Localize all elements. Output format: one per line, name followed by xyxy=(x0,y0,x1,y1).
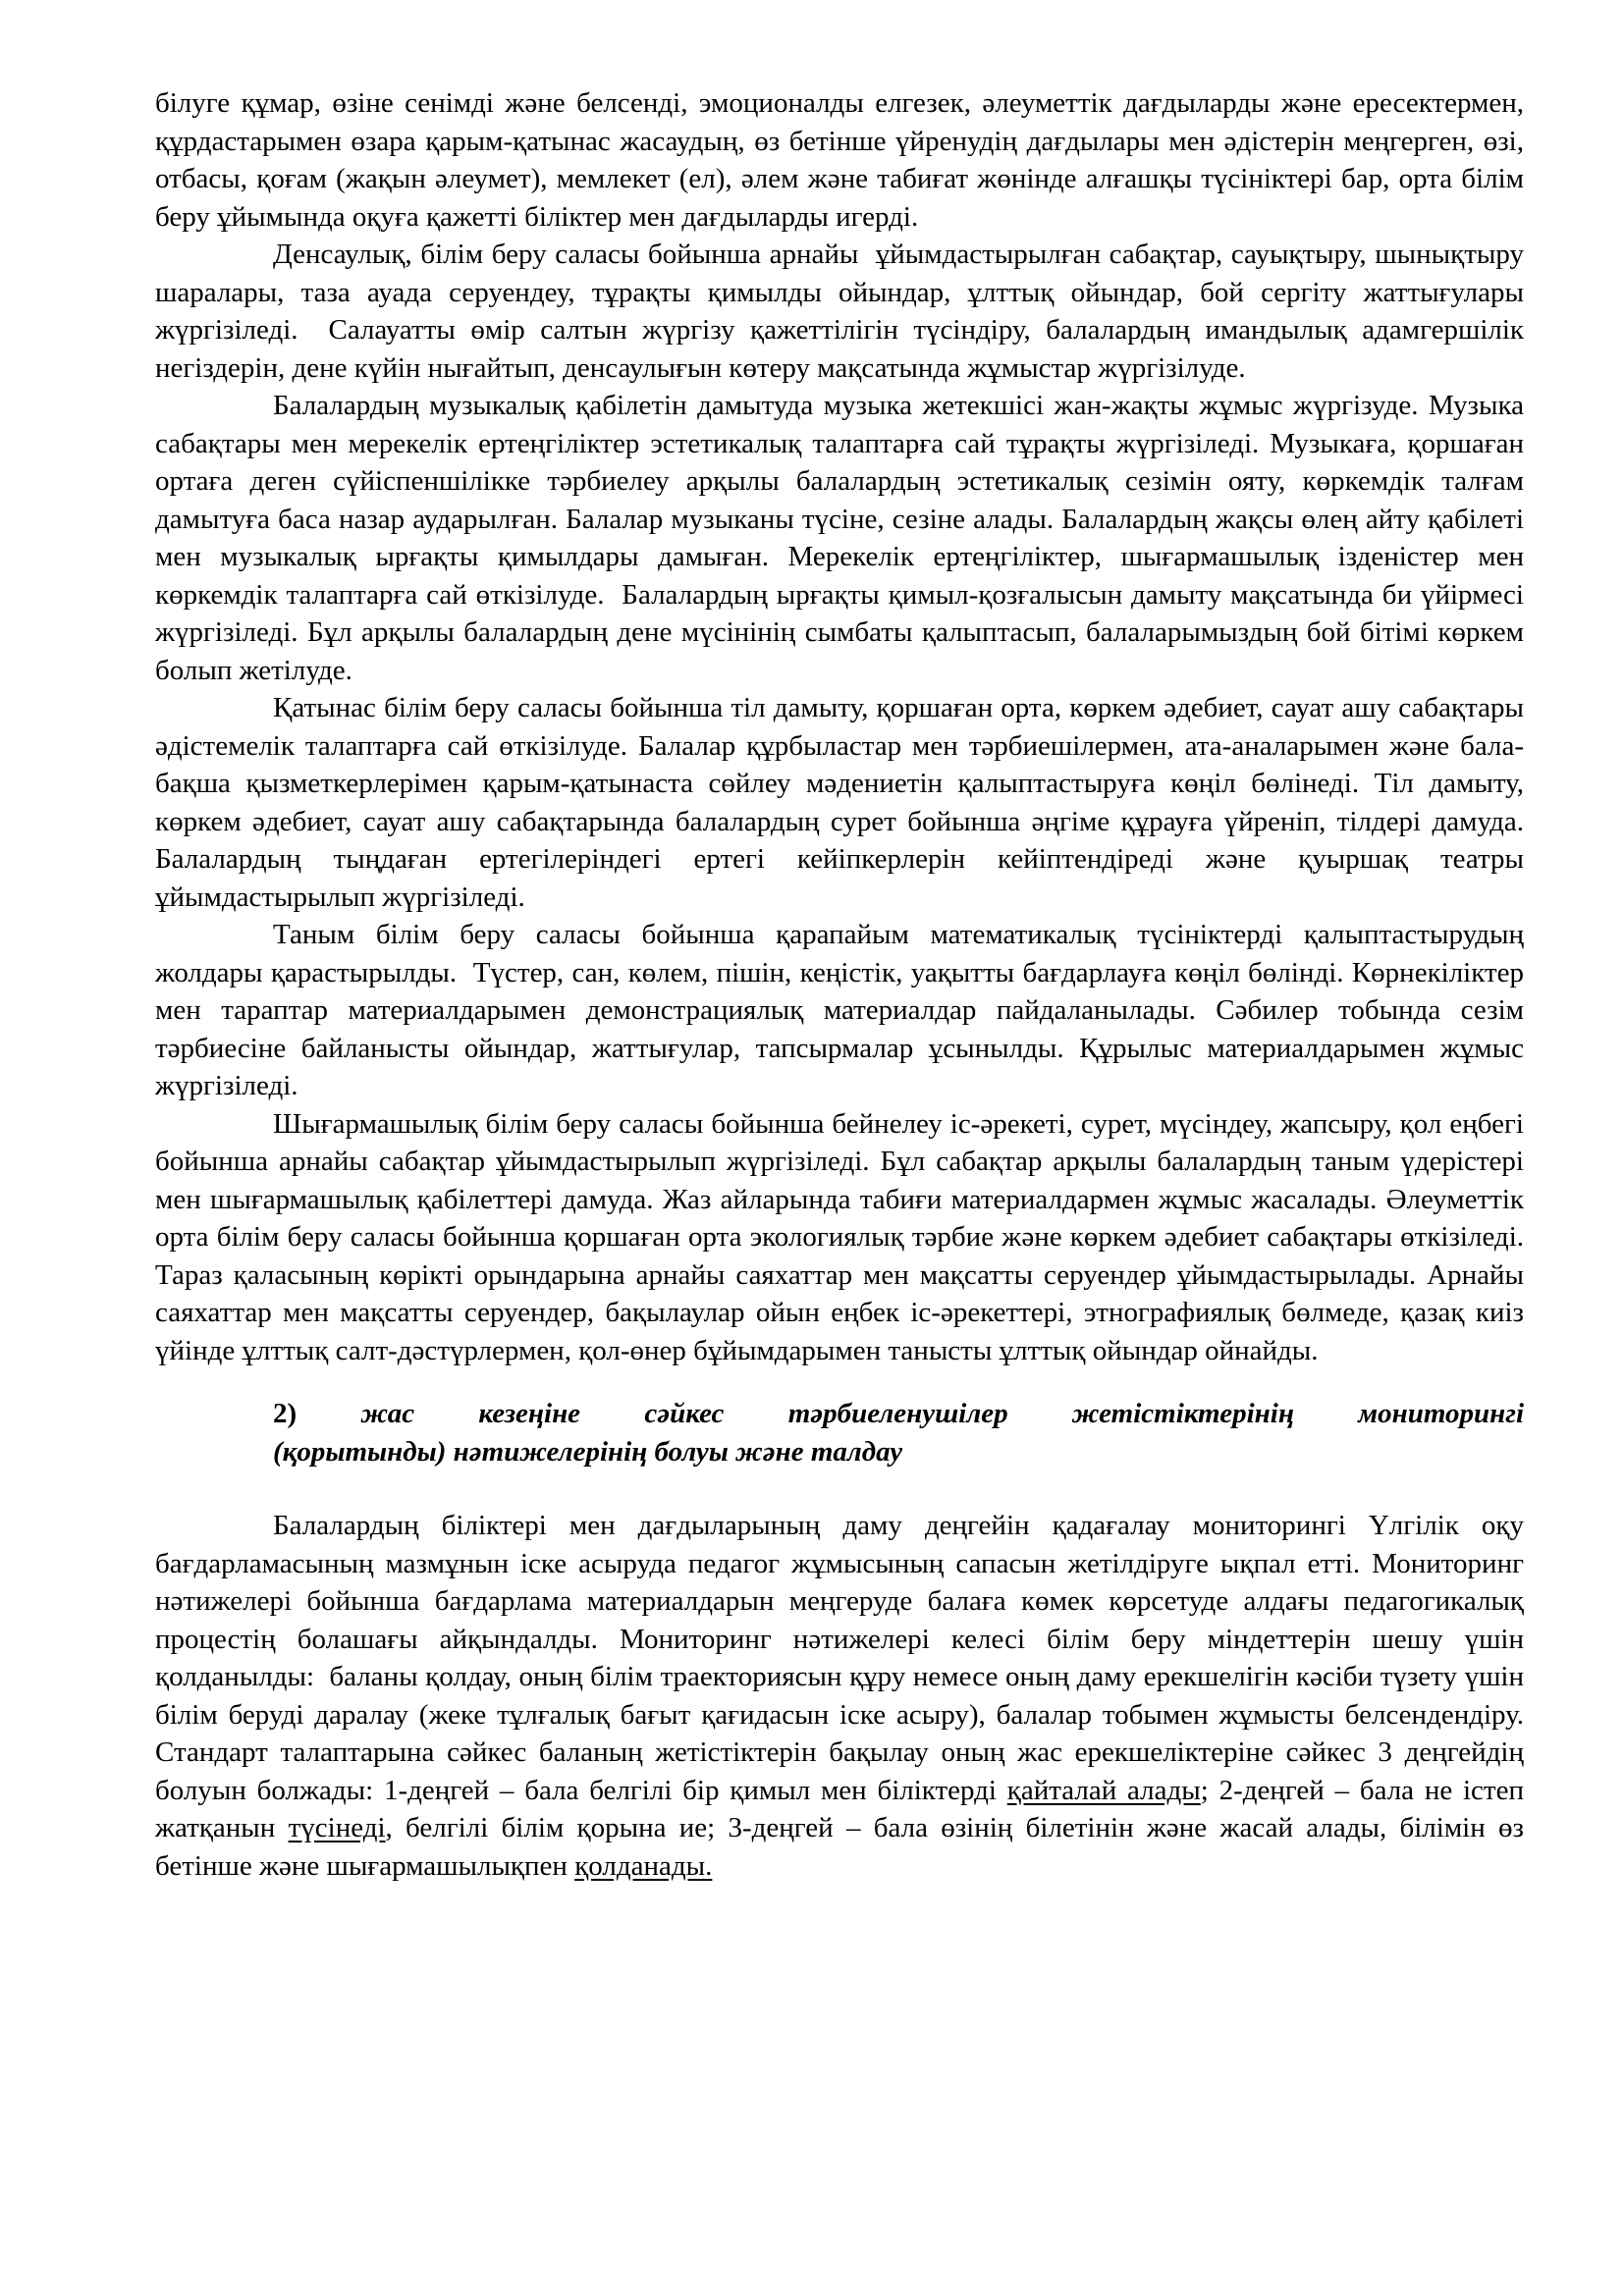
body-paragraph xyxy=(155,1105,1532,1370)
underlined-text: қайталай алады xyxy=(1006,1774,1201,1806)
body-paragraph xyxy=(155,84,1532,236)
text-line xyxy=(155,390,1531,686)
text-run: Таным білім беру саласы бойынша қарапайым математикалық түсініктерді қалыптастырудың жолдары қарастырылды. Түстер, сан, көлем, пішін, кеңістік, уақытты бағдарлауға көңіл бөлінді. Көрнекіліктер мен тараптар материалдарымен демонстрациялық материалдар пайдаланылады. Сәбилер тобында сезім тәрбиесіне байланысты ойындар, жаттығулар, тапсырмалар ұсынылды. Құрылыс материалдарымен жұмыс жүргізіледі. xyxy=(155,919,1532,1101)
text-run: Балалардың музыкалық қабілетін дамытуда музыка жетекшісі жан-жақты жұмыс жүргізуде. Музыка сабақтары мен мерекелік ертеңгіліктер эстетикалық талаптарға сай тұрақты жүргізіледі. Музыкаға, қоршаған ортаға деген сүйіспеншілікке тәрбиелеу арқылы балалардың эстетикалық сезімін ояту, көркемдік талғам дамытуға баса назар аударылған. Балалар музыканы түсіне, сезіне алады. Балалардың жақсы өлең айту қабілеті мен музыкалық ырғақты қимылдары дамыған. Мерекелік ертеңгіліктер, шығармашылық ізденістер мен көркемдік талаптарға сай өткізілуде. Балалардың ырғақты қимыл-қозғалысын дамыту мақсатында би үйірмесі жүргізіледі. Бұл арқылы балалардың дене мүсінінің сымбаты қалыптасып, балаларымыздың бой бітімі көркем болып жетілуде. xyxy=(155,390,1532,686)
section-heading xyxy=(155,1395,1524,1470)
text-run: , белгілі білім қорына ие; 3-деңгей – бала өзінің білетінін және жасай алады, білімін өз бетінше және шығармашылықпен xyxy=(155,1812,1532,1882)
text-line xyxy=(155,1510,1531,1882)
body-paragraph xyxy=(155,689,1532,916)
text-run: Шығармашылық білім беру саласы бойынша бейнелеу іс-әрекеті, сурет, мүсіндеу, жапсыру, қол еңбегі бойынша арнайы сабақтар ұйымдастырылып жүргізіледі. Бұл сабақтар арқылы балалардың таным үдерістері мен шығармашылық қабілеттері дамуда. Жаз айларында табиғи материалдармен жұмыс жасалады. Әлеуметтік орта білім беру саласы бойынша қоршаған орта экологиялық тәрбие және көркем әдебиет сабақтары өткізіледі. Тараз қаласының көрікті орындарына арнайы саяхаттар мен мақсатты серуендер ұйымдастырылады. Арнайы саяхаттар мен мақсатты серуендер, бақылаулар ойын еңбек іс-әрекеттері, этнографиялық бөлмеде, қазақ киіз үйінде ұлттық салт-дәстүрлермен, қол-өнер бұйымдарымен танысты ұлттық ойындар ойнайды. xyxy=(155,1107,1532,1366)
text-line xyxy=(155,1433,1524,1471)
body-paragraph xyxy=(155,1507,1532,1885)
text-run: 2) xyxy=(273,1398,298,1429)
text-run: білуге құмар, өзіне сенімді және белсенді, эмоционалды елгезек, әлеуметтік дағдыларды және ересектермен, құрдастарымен өзара қарым-қатынас жасаудың, өз бетінше үйренудің дағдылары мен әдістерін меңгерген, өзі, отбасы, қоғам (жақын әлеумет), мемлекет (ел), әлем және табиғат жөнінде алғашқы түсініктері бар, орта білім беру ұйымында оқуға қажетті біліктер мен дағдыларды игерді. xyxy=(155,87,1532,233)
body-paragraph xyxy=(155,387,1532,689)
text-run: Денсаулық, білім беру саласы бойынша арнайы ұйымдастырылған сабақтар, сауықтыру, шынықтыру шаралары, таза ауада серуендеу, тұрақты қимылды ойындар, ұлттық ойындар, бой сергіту жаттығулары жүргізіледі. Салауатты өмір салтын жүргізу қажеттілігін түсіндіру, балалардың имандылық адамгершілік негіздерін, дене күйін нығайтып, денсаулығын көтеру мақсатында жұмыстар жүргізілуде. xyxy=(155,239,1532,384)
text-line xyxy=(155,919,1531,1101)
text-run: жас кезеңіне сәйкес тәрбиеленушілер жетістіктерінің мониторингі xyxy=(297,1398,1524,1429)
text-line xyxy=(155,1395,1524,1433)
text-line xyxy=(155,1108,1531,1366)
body-paragraph xyxy=(155,916,1532,1105)
text-line xyxy=(155,692,1531,913)
document-body xyxy=(155,84,1532,1885)
underlined-text: қолданады. xyxy=(574,1849,713,1882)
text-line xyxy=(155,239,1531,384)
underlined-text: түсінеді xyxy=(288,1812,386,1843)
text-run: Балалардың біліктері мен дағдыларының даму деңгейін қадағалау мониторингі Үлгілік оқу бағдарламасының мазмұнын іске асыруда педагог жұмысының сапасын жетілдіруге ықпал етті. Мониторинг нәтижелері бойынша бағдарлама материалдарын меңгеруде балаға көмек көрсетуде алдағы педагогикалық процестің болашағы айқындалды. Мониторинг нәтижелері келесі білім беру міндеттерін шешу үшін қолданылды: баланы қолдау, оның білім траекториясын құру немесе оның даму ерекшелігін кәсіби түзету үшін білім беруді даралау (жеке тұлғалық бағыт қағидасын іске асыру), балалар тобымен жұмысты белсендендіру. Стандарт талаптарына сәйкес баланың жетістіктерін бақылау оның жас ерекшеліктеріне сәйкес 3 деңгейдің болуын болжады: 1-деңгей – бала белгілі бір қимыл мен біліктерді xyxy=(155,1510,1532,1806)
text-line xyxy=(155,87,1531,233)
body-paragraph xyxy=(155,236,1532,387)
text-run: Қатынас білім беру саласы бойынша тіл дамыту, қоршаған орта, көркем әдебиет, сауат ашу сабақтары әдістемелік талаптарға сай өткізілуде. Балалар құрбыластар мен тәрбиешілермен, ата-аналарымен және бала-бақша қызметкерлерімен қарым-қатынаста сөйлеу мәдениетін қалыптастыруға көңіл бөлінеді. Тіл дамыту, көркем әдебиет, сауат ашу сабақтарында балалардың сурет бойынша әңгіме құрауға үйреніп, тілдері дамуда. Балалардың тыңдаған ертегілеріндегі ертегі кейіпкерлерін кейіптендіреді және қуыршақ театры ұйымдастырылып жүргізіледі. xyxy=(155,692,1532,913)
text-run: (қорытынды) нәтижелерінің болуы және талдау xyxy=(273,1435,903,1468)
text-run: ; 2-деңгей – бала не істеп жатқанын xyxy=(155,1774,1532,1843)
